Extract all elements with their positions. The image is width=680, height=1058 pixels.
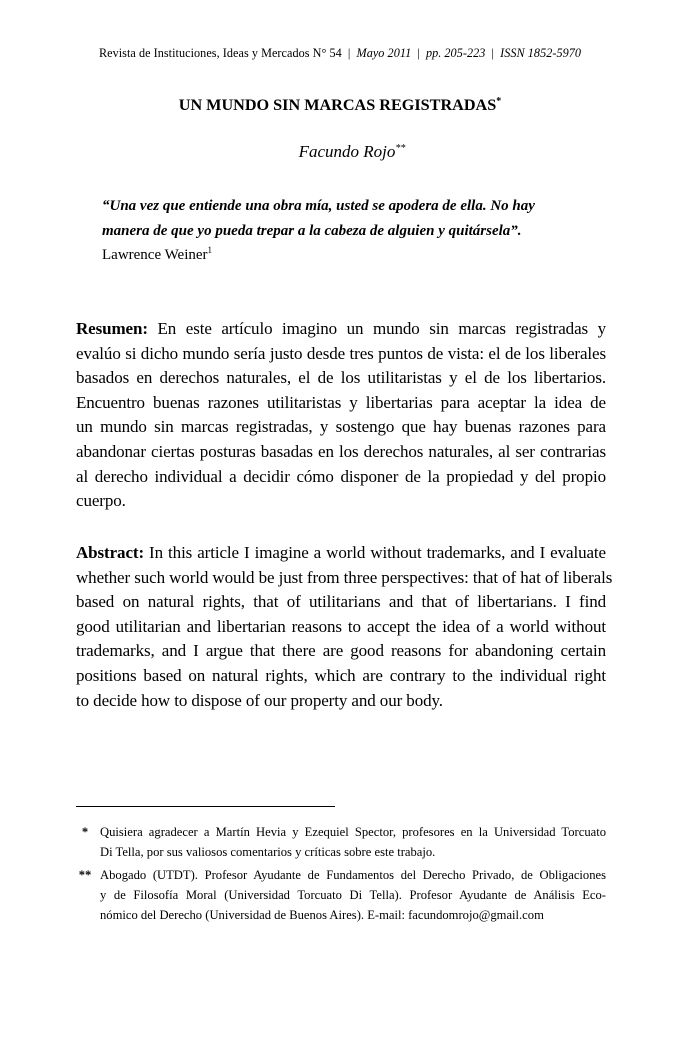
footnotes	[76, 822, 606, 927]
abstract-line	[76, 541, 606, 566]
footnote-line: nómico del Derecho (Universidad de Buenos Aires). E-mail: facundomrojo@gmail.com	[100, 908, 544, 923]
abstract-line: to decide how to dispose of our property and our body.	[76, 690, 443, 710]
header-separator: |	[347, 46, 351, 60]
author-name: Facundo Rojo	[298, 142, 396, 161]
resumen-section	[76, 317, 606, 514]
issn: ISSN 1852-5970	[500, 46, 582, 60]
resumen-line: Encuentro buenas razones utilitaristas y libertarias para aceptar la idea de	[76, 392, 606, 412]
abstract-text: In this article I imagine a world without trademarks, and I evaluate	[144, 543, 606, 562]
abstract-line: based on natural rights, that of utilitarians and that of libertarians. I find	[76, 592, 606, 612]
footnote-line: Abogado (UTDT). Profesor Ayudante de Fundamentos del Derecho Privado, de Obligaciones	[100, 867, 606, 882]
abstract-line: good utilitarian and libertarian reasons to accept the idea of a world without	[76, 616, 606, 636]
resumen-label: Resumen:	[76, 319, 148, 338]
attribution-footnote-ref[interactable]: 1	[207, 245, 213, 255]
epigraph-attribution	[102, 243, 607, 268]
article-title-text: UN MUNDO SIN MARCAS REGISTRADAS	[178, 96, 497, 114]
footnote-line: Di Tella, por sus valiosos comentarios y críticas sobre este trabajo.	[100, 845, 436, 860]
author-footnote-marker[interactable]: **	[395, 143, 406, 154]
footnote-author-bio	[76, 865, 606, 926]
footnote-acknowledgement	[76, 822, 606, 863]
attribution-name: Lawrence Weiner	[102, 247, 208, 263]
resumen-line	[76, 317, 606, 342]
epigraph-quote-line: “Una vez que entiende una obra mía, usted se apodera de ella. No hay	[102, 198, 535, 214]
abstract-label: Abstract:	[76, 543, 145, 562]
abstract-line: whether such world would be just from three perspectives: that of hat of liberals	[76, 567, 613, 587]
header-separator: |	[491, 46, 494, 60]
epigraph	[102, 194, 607, 268]
footnote-separator-rule	[76, 806, 335, 807]
resumen-line: cuerpo.	[76, 491, 126, 511]
resumen-line: abandonar ciertas posturas basadas en los derechos naturales, al ser contrarias	[76, 441, 606, 461]
page-range: pp. 205-223	[425, 46, 486, 60]
resumen-line: un mundo sin marcas registradas, y sostengo que hay buenas razones para	[76, 417, 606, 437]
footnote-line: y de Filosofía Moral (Universidad Torcuato Di Tella). Profesor Ayudante de Análisis Eco-	[100, 887, 606, 902]
epigraph-quote-line: manera de que yo pueda trepar a la cabeza de alguien y quitársela”.	[102, 222, 522, 239]
resumen-text: En este artículo imagino un mundo sin marcas registradas y	[147, 319, 606, 338]
running-header	[0, 46, 680, 61]
abstract-line: trademarks, and I argue that there are good reasons for abandoning certain	[76, 641, 606, 661]
resumen-line: basados en derechos naturales, el de los utilitaristas y el de los libertarios.	[76, 368, 606, 388]
title-footnote-marker[interactable]: *	[496, 96, 502, 107]
footnote-line: Quisiera agradecer a Martín Hevia y Ezequiel Spector, profesores en la Universidad Torcuato	[100, 825, 606, 839]
resumen-line: evalúo si dicho mundo sería justo desde tres puntos de vista: el de los liberales	[76, 343, 606, 363]
resumen-line: al derecho individual a decidir cómo disponer de la propiedad y del propio	[76, 466, 606, 486]
article-title	[0, 96, 680, 115]
journal-name: Revista de Instituciones, Ideas y Mercados N° 54	[98, 46, 342, 60]
footnote-marker: *	[81, 825, 89, 839]
header-separator: |	[417, 46, 420, 60]
footnote-marker: **	[78, 867, 92, 882]
article-author	[0, 142, 680, 162]
abstract-section	[76, 541, 613, 713]
abstract-line: positions based on natural rights, which are contrary to the individual right	[76, 665, 606, 685]
issue-date: Mayo 2011	[356, 46, 412, 60]
